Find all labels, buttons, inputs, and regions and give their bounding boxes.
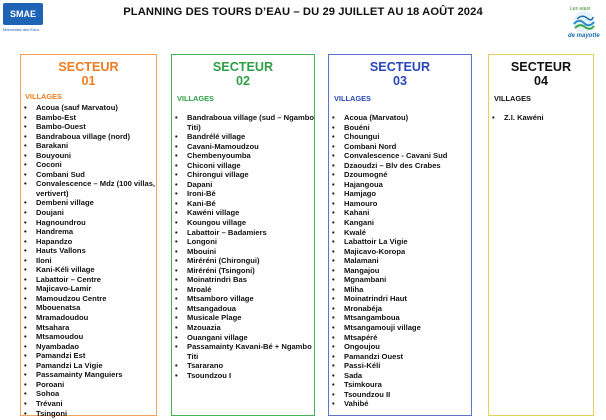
village-item: • Miréréni (Tsingoni) — [172, 266, 314, 276]
village-item: • Mramadoudou — [21, 313, 156, 323]
village-item: • Pamandzi La Vigie — [21, 361, 156, 371]
village-item: • Mtsamboro village — [172, 294, 314, 304]
village-item: • Mbouenatsa — [21, 303, 156, 313]
village-item: • Hajangoua — [329, 180, 471, 190]
village-item: • Mtsangadoua — [172, 304, 314, 314]
logo-line-1: Les eaux — [570, 6, 591, 12]
village-item: • Bouyouni — [21, 151, 156, 161]
village-item: • Mangajou — [329, 266, 471, 276]
sector-03-panel — [328, 54, 472, 416]
village-item: • Tsoundzou I — [172, 371, 314, 381]
village-item: • Combani Nord — [329, 142, 471, 152]
sector-01-title — [21, 60, 156, 88]
villages-label: VILLAGES — [25, 92, 62, 101]
sector-number: 01 — [81, 74, 96, 88]
village-item: • Majicavo-Lamir — [21, 284, 156, 294]
village-item: • Passamainty Manguiers — [21, 370, 156, 380]
village-item: • Hagnoundrou — [21, 218, 156, 228]
village-item: • Passamainty Kavani-Bé + Ngambo Titi — [172, 342, 314, 361]
eaux-de-mayotte-logo — [562, 2, 606, 44]
page-title: PLANNING DES TOURS D’EAU – DU 29 JUILLET AU 18 AOÛT 2024 — [123, 6, 483, 18]
village-item: • Bandraboua village (sud – Ngambo Titi) — [172, 113, 314, 132]
village-item: • Handrema — [21, 227, 156, 237]
village-list — [489, 113, 593, 123]
village-item: • Dapani — [172, 180, 314, 190]
village-item: • Majicavo-Koropa — [329, 247, 471, 257]
logo-line-2: de mayotte — [568, 33, 600, 39]
sector-title-word: SECTEUR — [212, 60, 274, 74]
village-item: • Mgnambani — [329, 275, 471, 285]
sector-04-panel — [488, 54, 594, 416]
village-item: • Hamjago — [329, 189, 471, 199]
village-item: • Mtsapéré — [329, 333, 471, 343]
sector-02-panel — [171, 54, 315, 416]
village-item: • Labattoir – Centre — [21, 275, 156, 285]
village-item: • Tsararano — [172, 361, 314, 371]
village-item: • Chirongui village — [172, 170, 314, 180]
village-item: • Mroalé — [172, 285, 314, 295]
village-item: • Trévani — [21, 399, 156, 409]
village-item: • Labattoir – Badamiers — [172, 228, 314, 238]
sector-title-word: SECTEUR — [58, 60, 119, 74]
village-item: • Kahani — [329, 208, 471, 218]
village-item: • Coconi — [21, 160, 156, 170]
village-item: • Musicale Plage — [172, 313, 314, 323]
village-item: • Dzaoudzi – Blv des Crabes — [329, 161, 471, 171]
village-item: • Koungou village — [172, 218, 314, 228]
village-item: • Convalescence – Mdz (100 villas, vertivert) — [21, 179, 156, 198]
smae-logo-box: SMAE — [3, 3, 43, 25]
village-item: • Pamandzi Est — [21, 351, 156, 361]
village-list — [329, 113, 471, 409]
villages-label: VILLAGES — [177, 94, 214, 103]
village-item: • Tsoundzou II — [329, 390, 471, 400]
village-item: • Passi-Kéli — [329, 361, 471, 371]
village-item: • Moinatrindri Haut — [329, 294, 471, 304]
village-item: • Miréréni (Chirongui) — [172, 256, 314, 266]
sector-number: 03 — [392, 74, 407, 88]
sector-03-title — [329, 60, 471, 88]
village-item: • Pamandzi Ouest — [329, 352, 471, 362]
village-item: • Sada — [329, 371, 471, 381]
village-item: • Convalescence - Cavani Sud — [329, 151, 471, 161]
village-item: • Kangani — [329, 218, 471, 228]
sector-number: 04 — [533, 74, 548, 88]
village-item: • Barakani — [21, 141, 156, 151]
village-item: • Hauts Vallons — [21, 246, 156, 256]
village-item: • Bandrélé village — [172, 132, 314, 142]
village-item: • Chembenyoumba — [172, 151, 314, 161]
smae-logo — [3, 3, 45, 39]
villages-label: VILLAGES — [494, 94, 531, 103]
village-list — [172, 113, 314, 380]
village-item: • Mamoudzou Centre — [21, 294, 156, 304]
village-item: • Kani-Kéli village — [21, 265, 156, 275]
village-item: • Malamani — [329, 256, 471, 266]
village-item: • Iloni — [21, 256, 156, 266]
village-item: • Choungui — [329, 132, 471, 142]
village-item: • Labattoir La Vigie — [329, 237, 471, 247]
header — [0, 0, 606, 50]
village-item: • Bouéni — [329, 123, 471, 133]
village-item: • Kwalé — [329, 228, 471, 238]
village-item: • Mtsangamboua — [329, 313, 471, 323]
village-item: • Mtsangamouji village — [329, 323, 471, 333]
village-item: • Z.I. Kawéni — [489, 113, 593, 123]
village-item: • Acoua (Marvatou) — [329, 113, 471, 123]
village-item: • Hamouro — [329, 199, 471, 209]
village-item: • Kani-Bé — [172, 199, 314, 209]
village-item: • Ouangani village — [172, 333, 314, 343]
village-item: • Ongoujou — [329, 342, 471, 352]
village-item: • Moinatrindri Bas — [172, 275, 314, 285]
village-item: • Mronabéja — [329, 304, 471, 314]
village-item: • Longoni — [172, 237, 314, 247]
village-item: • Dembeni village — [21, 198, 156, 208]
village-item: • Mbouini — [172, 247, 314, 257]
sector-title-word: SECTEUR — [510, 60, 572, 74]
village-item: • Mtsahara — [21, 323, 156, 333]
village-item: • Dzoumogné — [329, 170, 471, 180]
village-list — [21, 103, 156, 418]
village-item: • Mliha — [329, 285, 471, 295]
village-item: • Mzouazia — [172, 323, 314, 333]
village-item: • Ironi-Bé — [172, 189, 314, 199]
village-item: • Bambo-Ouest — [21, 122, 156, 132]
village-item: • Tsingoni — [21, 409, 156, 419]
smae-logo-subtitle: Mahoraise des Eaux — [3, 27, 40, 32]
sector-02-title — [172, 60, 314, 88]
village-item: • Cavani-Mamoudzou — [172, 142, 314, 152]
village-item: • Kawéni village — [172, 208, 314, 218]
village-item: • Bandraboua village (nord) — [21, 132, 156, 142]
sector-number: 02 — [235, 74, 250, 88]
village-item: • Mtsamoudou — [21, 332, 156, 342]
sector-04-title — [489, 60, 593, 88]
village-item: • Bambo-Est — [21, 113, 156, 123]
village-item: • Acoua (sauf Marvatou) — [21, 103, 156, 113]
sector-01-panel — [20, 54, 157, 416]
village-item: • Combani Sud — [21, 170, 156, 180]
village-item: • Chiconi village — [172, 161, 314, 171]
village-item: • Doujani — [21, 208, 156, 218]
villages-label: VILLAGES — [334, 94, 371, 103]
village-item: • Nyambadao — [21, 342, 156, 352]
village-item: • Tsimkoura — [329, 380, 471, 390]
village-item: • Sohoa — [21, 389, 156, 399]
village-item: • Hapandzo — [21, 237, 156, 247]
village-item: • Poroani — [21, 380, 156, 390]
village-item: • Vahibé — [329, 399, 471, 409]
sector-title-word: SECTEUR — [369, 60, 431, 74]
